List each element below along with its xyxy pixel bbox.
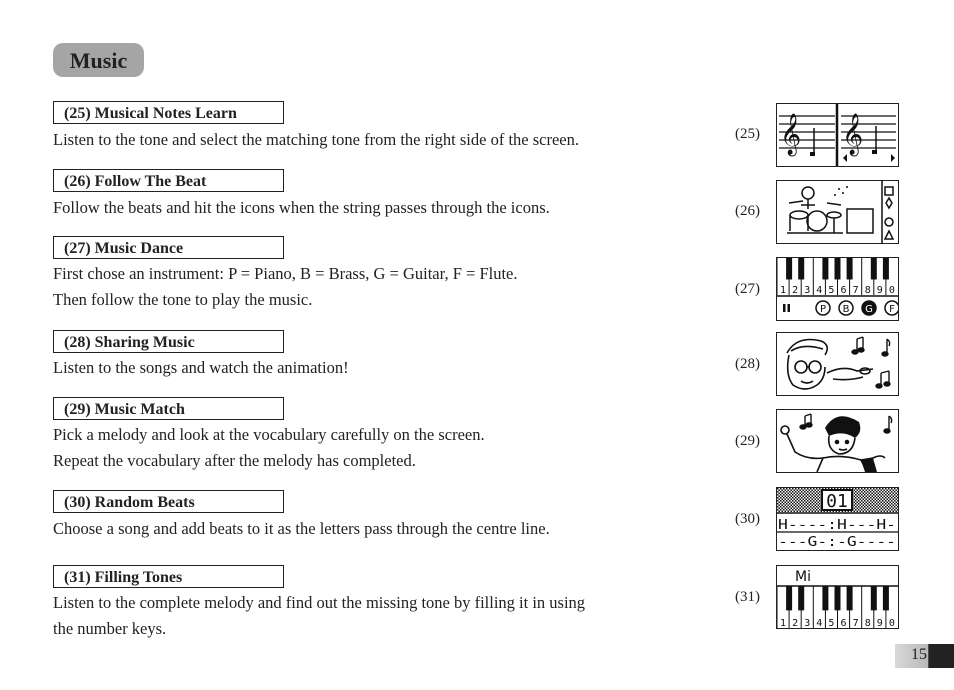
section-heading-31: (31) Filling Tones <box>53 565 284 588</box>
instrument-option-label: F <box>889 304 895 315</box>
figure-label-28: (28) <box>735 356 760 372</box>
piano-black-key <box>798 586 804 610</box>
section-text-29-line2: Repeat the vocabulary after the melody has completed. <box>53 451 416 470</box>
piano-key-label: 7 <box>852 285 859 296</box>
screen-random-beats <box>776 487 899 551</box>
piano-key-label: 6 <box>840 285 847 296</box>
section-text-27-line2: Then follow the tone to play the music. <box>53 290 313 309</box>
screen-filling-tones <box>776 565 899 629</box>
piano-black-key <box>883 586 889 610</box>
instrument-option-label: B <box>842 304 850 315</box>
piano-key-label: 3 <box>804 618 811 628</box>
drum-kit-icon <box>787 187 843 233</box>
music-note-icon <box>852 337 890 388</box>
screen-music-match <box>776 409 899 473</box>
piano-black-key <box>835 586 841 610</box>
page-title: Music <box>53 43 144 77</box>
piano-key-label: 9 <box>876 618 883 628</box>
hit-zone <box>847 209 873 233</box>
figure-label-29: (29) <box>735 433 760 449</box>
arrow-right-icon <box>891 154 895 162</box>
treble-clef-icon: 𝄞 <box>842 114 864 155</box>
treble-clef-icon: 𝄞 <box>780 114 802 155</box>
figure-label-31: (31) <box>735 589 760 605</box>
cartoon-character-icon <box>787 340 873 390</box>
section-text-26-line1: Follow the beats and hit the icons when the string passes through the icons. <box>53 198 550 217</box>
section-text-29-line1: Pick a melody and look at the vocabulary carefully on the screen. <box>53 425 485 444</box>
pause-icon <box>783 304 786 312</box>
triangle-icon <box>885 231 893 239</box>
piano-black-key <box>835 258 841 279</box>
square-icon <box>885 187 893 195</box>
page-number-tab <box>895 644 954 668</box>
section-text-31-line1: Listen to the complete melody and find out the missing tone by filling it in using <box>53 593 586 612</box>
piano-black-key <box>883 258 889 279</box>
hair-shape <box>825 416 860 438</box>
instrument-option-label: P <box>819 304 827 315</box>
piano-key-label: 3 <box>804 285 811 296</box>
beat-track-lower: ---G-:-G---- <box>778 534 896 550</box>
screen-music-dance <box>776 257 899 321</box>
piano-key-label: 4 <box>816 618 823 628</box>
piano-key-label: 0 <box>888 285 895 296</box>
section-heading-28: (28) Sharing Music <box>53 330 284 353</box>
page-number: 15 <box>911 646 927 663</box>
section-text-25-line1: Listen to the tone and select the matching tone from the right side of the screen. <box>53 130 580 149</box>
screen-musical-notes-learn <box>776 103 899 167</box>
piano-key-label: 8 <box>864 618 871 628</box>
section-text-27-line1: First chose an instrument: P = Piano, B = Brass, G = Guitar, F = Flute. <box>53 264 518 283</box>
beat-counter: 01 <box>826 491 848 512</box>
section-heading-30: (30) Random Beats <box>53 490 284 513</box>
piano-key-label: 5 <box>828 618 835 628</box>
piano-black-key <box>798 258 804 279</box>
piano-key-label: 5 <box>828 285 835 296</box>
piano-key-label: 0 <box>888 618 895 628</box>
piano-black-key <box>847 586 853 610</box>
piano-black-key <box>786 258 792 279</box>
section-heading-27: (27) Music Dance <box>53 236 284 259</box>
piano-black-key <box>786 586 792 610</box>
screen-sharing-music <box>776 332 899 396</box>
piano-black-key <box>871 586 877 610</box>
circle-icon <box>885 218 893 226</box>
piano-black-key <box>822 258 828 279</box>
section-heading-29: (29) Music Match <box>53 397 284 420</box>
piano-black-key <box>871 258 877 279</box>
current-tone-label: Mi <box>795 569 811 585</box>
piano-key-label: 6 <box>840 618 847 628</box>
section-text-31-line2: the number keys. <box>53 619 167 638</box>
section-text-28-line1: Listen to the songs and watch the animation! <box>53 358 349 377</box>
piano-key-label: 2 <box>792 285 799 296</box>
piano-key-label: 9 <box>876 285 883 296</box>
section-text-30-line1: Choose a song and add beats to it as the letters pass through the centre line. <box>53 519 550 538</box>
figure-label-27: (27) <box>735 281 760 297</box>
piano-black-key <box>847 258 853 279</box>
instrument-option-label: G <box>865 304 873 315</box>
piano-key-label: 1 <box>779 285 787 296</box>
piano-key-label: 2 <box>792 618 799 628</box>
figure-label-30: (30) <box>735 511 760 527</box>
diamond-icon <box>886 198 892 208</box>
piano-black-key <box>822 586 828 610</box>
section-heading-25: (25) Musical Notes Learn <box>53 101 284 124</box>
piano-key-label: 8 <box>864 285 871 296</box>
arrow-left-icon <box>843 154 847 162</box>
figure-label-26: (26) <box>735 203 760 219</box>
screen-follow-the-beat <box>776 180 899 244</box>
piano-key-label: 1 <box>779 618 787 628</box>
beat-track-upper: H----:H---H- <box>778 517 896 533</box>
piano-key-label: 7 <box>852 618 859 628</box>
section-heading-26: (26) Follow The Beat <box>53 169 284 192</box>
piano-key-label: 4 <box>816 285 823 296</box>
figure-label-25: (25) <box>735 126 760 142</box>
